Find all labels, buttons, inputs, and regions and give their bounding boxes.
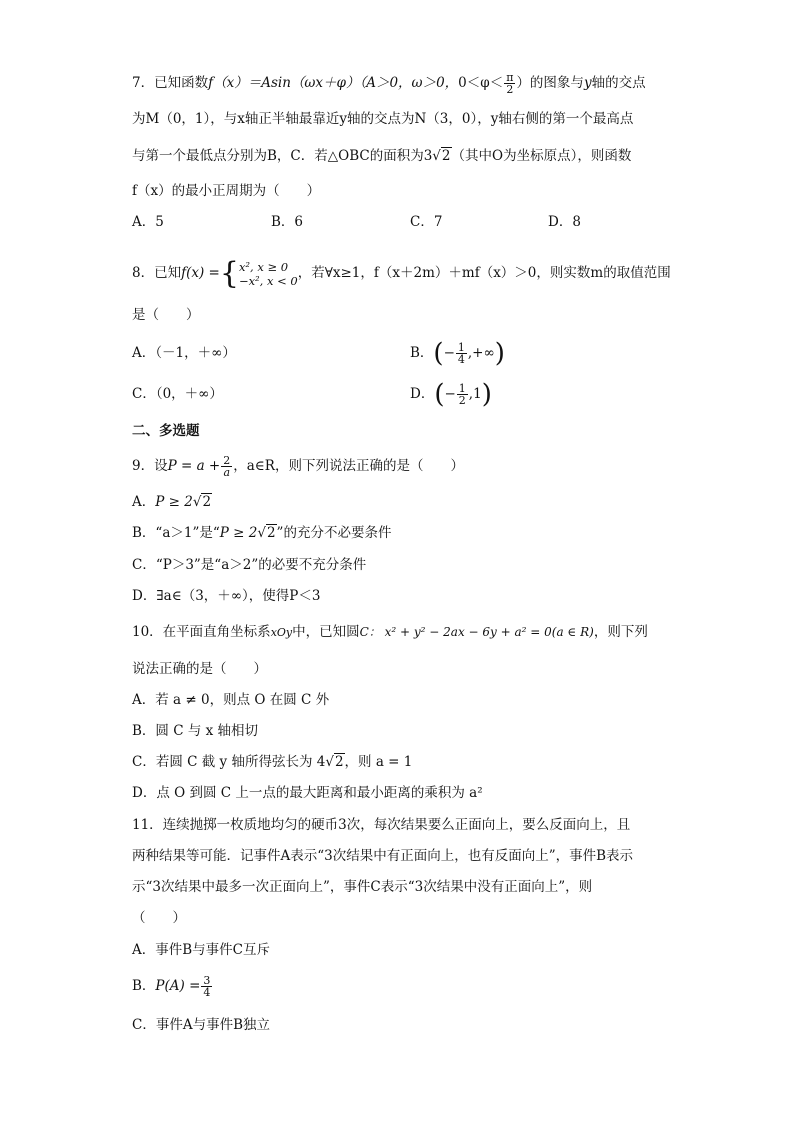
q7-line-4: f（x）的最小正周期为（ ） — [132, 183, 321, 199]
q11-line-1: 11．连续抛掷一枚质地均匀的硬币3次，每次结果要么正面向上，要么反面向上，且 — [132, 817, 631, 833]
q7-text-3: 轴的交点 — [591, 75, 646, 91]
q9-option-a-radicand: 2 — [202, 494, 212, 510]
q9-line-1 — [132, 453, 464, 479]
q7-line-1 — [132, 72, 646, 95]
q11-option-c: C．事件A与事件B独立 — [132, 1017, 270, 1033]
section-heading: 二、多选题 — [132, 423, 200, 439]
q11-option-b-expr: P(A) = — [155, 978, 201, 994]
q8-line-1 — [132, 255, 671, 291]
q7-sqrt-coef: 3 — [423, 148, 433, 164]
q10-option-c-sqrt: √2 — [325, 754, 344, 770]
q7-y-var: y — [583, 75, 592, 91]
q8-option-d-rparen: ) — [481, 379, 492, 410]
q8-text: 8．已知 — [132, 265, 182, 281]
q8-option-c: C．（0，＋∞） — [132, 386, 223, 402]
q10-line-1 — [132, 622, 648, 643]
q11-option-b-den: 4 — [203, 986, 211, 999]
q7-sqrt-expr: 3√2 — [423, 148, 451, 164]
q9-text: 9．设 — [132, 458, 168, 474]
q9-option-b-text-2: ”的充分不必要条件 — [276, 525, 392, 541]
q10-text: 10．在平面直角坐标系 — [132, 624, 271, 640]
q10-coordinate-system: xOy — [270, 626, 293, 639]
q9-option-a-label: A． — [132, 494, 156, 510]
q8-option-b-label: B． — [410, 345, 434, 361]
q9-option-c: C．“P＞3”是“a＞2”的必要不充分条件 — [132, 557, 367, 573]
q7-frac-num: π — [506, 71, 514, 84]
q10-text-2: 中，已知圆 — [292, 624, 360, 640]
q8-option-d-tail: ,1 — [468, 386, 482, 402]
q8-option-b-lparen: ( — [433, 338, 444, 369]
q11-option-b-label: B． — [132, 978, 156, 994]
q7-option-d: D．8 — [548, 214, 581, 230]
q9-option-b-sqrt: √2 — [257, 525, 276, 541]
q8-condition-text: ，若∀x≥1，f（x＋2m）＋mf（x）＞0，则实数m的取值范围 — [297, 265, 671, 281]
q7-text-2: ）的图象与 — [516, 75, 584, 91]
q10-option-c-text: C．若圆 C 截 y 轴所得弦长为 4 — [132, 754, 326, 770]
q8-case-1: x², x ≥ 0 — [238, 259, 289, 274]
q10-option-c-radicand: 2 — [334, 754, 344, 770]
q11-line-2: 两种结果等可能．记事件A表示“3次结果中有正面向上，也有反面向上”，事件B表示 — [132, 848, 634, 864]
q7-text: 7．已知函数 — [132, 75, 209, 91]
q8-option-d-num: 1 — [458, 382, 466, 395]
q8-option-b-rparen: ) — [494, 338, 505, 369]
q8-line-2: 是（ ） — [132, 307, 200, 323]
q10-option-d: D．点 O 到圆 C 上一点的最大距离和最小距离的乘积为 a² — [132, 785, 483, 801]
q7-line-2: 为M（0，1），与x轴正半轴最靠近y轴的交点为N（3，0），y轴右侧的第一个最高点 — [132, 111, 634, 127]
q7-origin-text: （其中O为坐标原点），则函数 — [451, 148, 632, 164]
q8-option-b-num: 1 — [457, 341, 465, 354]
q8-option-d-label: D． — [410, 386, 435, 402]
q7-function-expr: f（x）＝Asin（ωx＋φ）（A＞0，ω＞0， — [208, 75, 459, 91]
q8-option-d-frac — [457, 383, 468, 406]
q10-circle-equation: C： x² + y² − 2ax − 6y + a² = 0(a ∈ R) — [359, 625, 594, 639]
q11-line-4: （ ） — [132, 910, 186, 926]
q7-sqrt-radicand: 2 — [441, 148, 451, 164]
q10-option-c — [132, 752, 412, 772]
q8-option-d-den: 2 — [458, 394, 466, 407]
q7-frac-den: 2 — [506, 83, 514, 96]
q9-p-expr: P = a + — [167, 458, 221, 474]
q9-option-a-sqrt: √2 — [192, 494, 212, 510]
q9-text-2: ，a∈R，则下列说法正确的是（ ） — [233, 458, 464, 474]
q7-option-b: B．6 — [271, 214, 304, 230]
q9-option-b-radicand: 2 — [266, 525, 276, 541]
q10-option-b: B．圆 C 与 x 轴相切 — [132, 723, 259, 739]
q9-option-a-expr: P ≥ 2 — [155, 494, 193, 510]
q8-option-b-frac — [456, 342, 467, 365]
q7-phi-range: 0＜φ＜ — [458, 75, 504, 91]
q9-option-b-expr: P ≥ 2 — [219, 525, 258, 541]
q11-option-b-frac — [201, 975, 212, 998]
q9-option-b-text: B．“a＞1”是“ — [132, 525, 220, 541]
q9-frac-den: a — [223, 466, 231, 479]
q8-fx-label: f(x) = — [181, 265, 220, 281]
q10-line-2: 说法正确的是（ ） — [132, 661, 267, 677]
q7-option-a: A．5 — [132, 214, 164, 230]
q10-option-a: A．若 a ≠ 0，则点 O 在圆 C 外 — [132, 692, 330, 708]
q11-option-a: A．事件B与事件C互斥 — [132, 942, 270, 958]
q9-frac-num: 2 — [223, 454, 231, 467]
q8-option-b: B．(− $\frac{1}{4}$ ,+∞) — [410, 338, 505, 369]
q7-pi-over-2 — [504, 72, 515, 95]
q8-piecewise-cases — [239, 260, 298, 288]
q9-option-a — [132, 492, 212, 512]
q8-option-d-lparen: ( — [434, 379, 445, 410]
q8-case-2: −x², x < 0 — [238, 273, 298, 288]
q11-option-b — [132, 973, 213, 999]
q8-option-b-den: 4 — [457, 353, 465, 366]
q7-area-text: 与第一个最低点分别为B，C．若△OBC的面积为 — [132, 148, 424, 164]
q8-option-b-tail: ,+∞ — [467, 345, 495, 361]
q7-option-c: C．7 — [410, 214, 443, 230]
q9-frac — [221, 455, 232, 478]
q7-line-3 — [132, 146, 631, 166]
q8-option-a: A．（－1，＋∞） — [132, 345, 236, 361]
q11-option-b-num: 3 — [203, 974, 211, 987]
q8-option-d: D．(− $\frac{1}{2}$ ,1) — [410, 379, 492, 410]
q9-option-b — [132, 523, 391, 543]
q10-text-3: ，则下列 — [593, 624, 648, 640]
q9-option-d: D．∃a∈（3，＋∞），使得P＜3 — [132, 588, 321, 604]
q8-brace: { — [219, 255, 239, 291]
q10-option-c-text-2: ，则 a = 1 — [344, 754, 413, 770]
q11-line-3: 示“3次结果中最多一次正面向上”，事件C表示“3次结果中没有正面向上”，则 — [132, 879, 593, 895]
